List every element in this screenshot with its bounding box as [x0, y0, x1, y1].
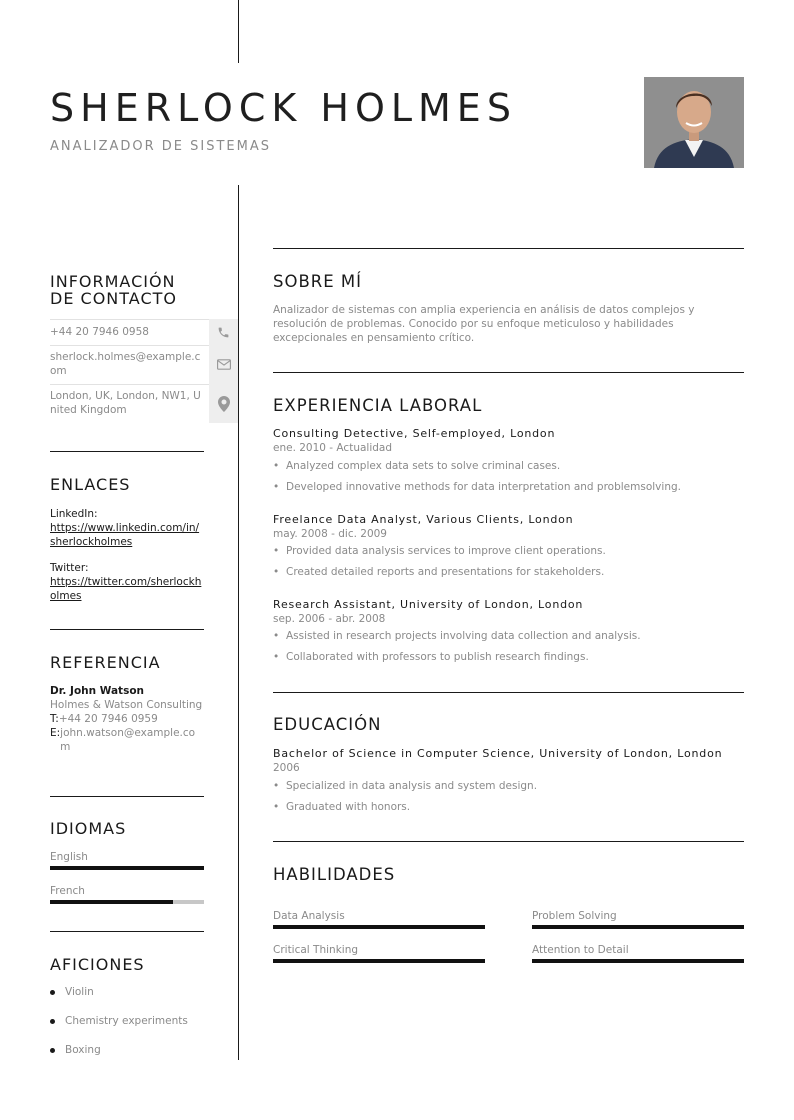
phone-icon-cell	[209, 319, 238, 345]
job-dates: sep. 2006 - abr. 2008	[273, 613, 386, 625]
hobby-item: Boxing	[65, 1044, 101, 1056]
reference-company: Holmes & Watson Consulting	[50, 699, 203, 711]
job-title: Freelance Data Analyst, Various Clients, London	[273, 513, 574, 526]
education-date: 2006	[273, 762, 300, 774]
reference-name: Dr. John Watson	[50, 685, 145, 697]
contact-divider	[50, 384, 209, 385]
contact-divider	[50, 345, 209, 346]
job-bullet	[273, 651, 589, 663]
skill-name: Critical Thinking	[273, 944, 359, 956]
job-bullet	[273, 545, 606, 557]
job-bullet	[273, 481, 681, 493]
section-divider	[273, 248, 744, 249]
mail-icon-cell	[209, 345, 238, 384]
job-dates: ene. 2010 - Actualidad	[273, 442, 393, 454]
job-bullet-text: Assisted in research projects involving data collection and analysis.	[286, 630, 641, 642]
education-bullet-text: Specialized in data analysis and system design.	[286, 780, 538, 792]
profile-photo-image	[644, 77, 744, 168]
reference-email-row	[50, 726, 204, 754]
bullet-marker: •	[273, 630, 280, 642]
job-bullet-text: Created detailed reports and presentations for stakeholders.	[286, 566, 605, 578]
skill-bar-fill	[532, 925, 744, 929]
skill-bar-fill	[273, 959, 485, 963]
contact-block	[50, 319, 238, 423]
reference-phone: +44 20 7946 0959	[58, 713, 158, 725]
language-bar-english	[50, 866, 204, 870]
skill-name: Data Analysis	[273, 910, 345, 922]
contact-phone: +44 20 7946 0958	[50, 326, 149, 338]
bullet-marker: •	[273, 481, 280, 493]
skill-bar	[273, 925, 485, 929]
education-heading: EDUCACIÓN	[273, 715, 382, 734]
sidebar-divider-line	[238, 185, 239, 1060]
twitter-block	[50, 561, 204, 603]
reference-email: john.watson@example.com	[60, 727, 196, 753]
linkedin-label: LinkedIn:	[50, 508, 98, 520]
reference-heading: REFERENCIA	[50, 653, 161, 672]
bullet-marker: •	[273, 780, 280, 792]
job-bullet	[273, 566, 604, 578]
job-title: Consulting Detective, Self-employed, London	[273, 427, 556, 440]
twitter-link[interactable]: https://twitter.com/sherlockholmes	[50, 576, 202, 602]
skill-bar	[532, 925, 744, 929]
job-bullet	[273, 630, 641, 642]
language-bar-fill-english	[50, 866, 204, 870]
candidate-name: SHERLOCK HOLMES	[50, 86, 517, 130]
job-bullet-text: Analyzed complex data sets to solve criminal cases.	[286, 460, 561, 472]
skill-bar-fill	[273, 925, 485, 929]
bullet-marker: •	[273, 460, 280, 472]
language-bar-french	[50, 900, 204, 904]
skills-heading: HABILIDADES	[273, 865, 396, 884]
linkedin-block	[50, 507, 204, 549]
about-text: Analizador de sistemas con amplia experiencia en análisis de datos complejos y resolución de problemas. Conocido por su enfoque meticuloso y habilidades excepcionales en pensamiento crítico.	[273, 304, 695, 344]
bullet-marker: •	[273, 545, 280, 557]
bullet-marker: •	[273, 801, 280, 813]
skill-bar	[532, 959, 744, 963]
job-bullet-text: Provided data analysis services to improve client operations.	[286, 545, 606, 557]
section-divider	[273, 692, 744, 693]
links-heading: ENLACES	[50, 475, 131, 494]
top-divider-line	[238, 0, 239, 63]
section-divider	[273, 372, 744, 373]
skill-bar	[273, 959, 485, 963]
education-bullet-text: Graduated with honors.	[286, 801, 411, 813]
profile-photo	[644, 77, 744, 168]
skill-name: Problem Solving	[532, 910, 617, 922]
linkedin-link[interactable]: https://www.linkedin.com/in/sherlockholmes	[50, 522, 200, 548]
section-divider	[50, 451, 204, 452]
experience-heading: EXPERIENCIA LABORAL	[273, 396, 483, 415]
contact-heading-line1: INFORMACIÓN	[50, 272, 176, 291]
section-divider	[273, 841, 744, 842]
job-dates: may. 2008 - dic. 2009	[273, 528, 387, 540]
reference-phone-label: T:	[50, 713, 59, 725]
phone-icon	[217, 326, 230, 339]
job-bullet	[273, 460, 560, 472]
skill-name: Attention to Detail	[532, 944, 629, 956]
language-bar-fill-french	[50, 900, 173, 904]
section-divider	[50, 931, 204, 932]
about-heading: SOBRE MÍ	[273, 272, 363, 291]
hobbies-heading: AFICIONES	[50, 955, 145, 974]
education-bullet	[273, 780, 537, 792]
reference-email-label: E:	[50, 727, 61, 739]
bullet-marker: •	[273, 651, 280, 663]
job-bullet-text: Collaborated with professors to publish research findings.	[286, 651, 589, 663]
hobby-item: Violin	[65, 986, 94, 998]
candidate-role: ANALIZADOR DE SISTEMAS	[50, 139, 272, 154]
skill-bar-fill	[532, 959, 744, 963]
job-bullet-text: Developed innovative methods for data interpretation and problemsolving.	[286, 481, 681, 493]
twitter-label: Twitter:	[50, 562, 89, 574]
contact-address: London, UK, London, NW1, United Kingdom	[50, 390, 201, 416]
reference-phone-row	[50, 712, 204, 726]
reference-block	[50, 684, 204, 754]
location-pin-icon	[218, 396, 230, 412]
education-title: Bachelor of Science in Computer Science, University of London, London	[273, 747, 723, 760]
language-name-french: French	[50, 885, 85, 897]
mail-icon	[217, 359, 231, 370]
bullet-marker: •	[273, 566, 280, 578]
contact-heading-line2: DE CONTACTO	[50, 289, 177, 308]
section-divider	[50, 629, 204, 630]
contact-email: sherlock.holmes@example.com	[50, 351, 201, 377]
language-name-english: English	[50, 851, 88, 863]
location-icon-cell	[209, 384, 238, 423]
contact-heading	[50, 273, 220, 307]
hobby-bullet	[50, 1019, 55, 1024]
job-title: Research Assistant, University of London, London	[273, 598, 584, 611]
hobby-item: Chemistry experiments	[65, 1015, 188, 1027]
hobby-bullet	[50, 1048, 55, 1053]
languages-heading: IDIOMAS	[50, 819, 127, 838]
section-divider	[50, 796, 204, 797]
hobby-bullet	[50, 990, 55, 995]
education-bullet	[273, 801, 410, 813]
contact-divider	[50, 319, 209, 320]
